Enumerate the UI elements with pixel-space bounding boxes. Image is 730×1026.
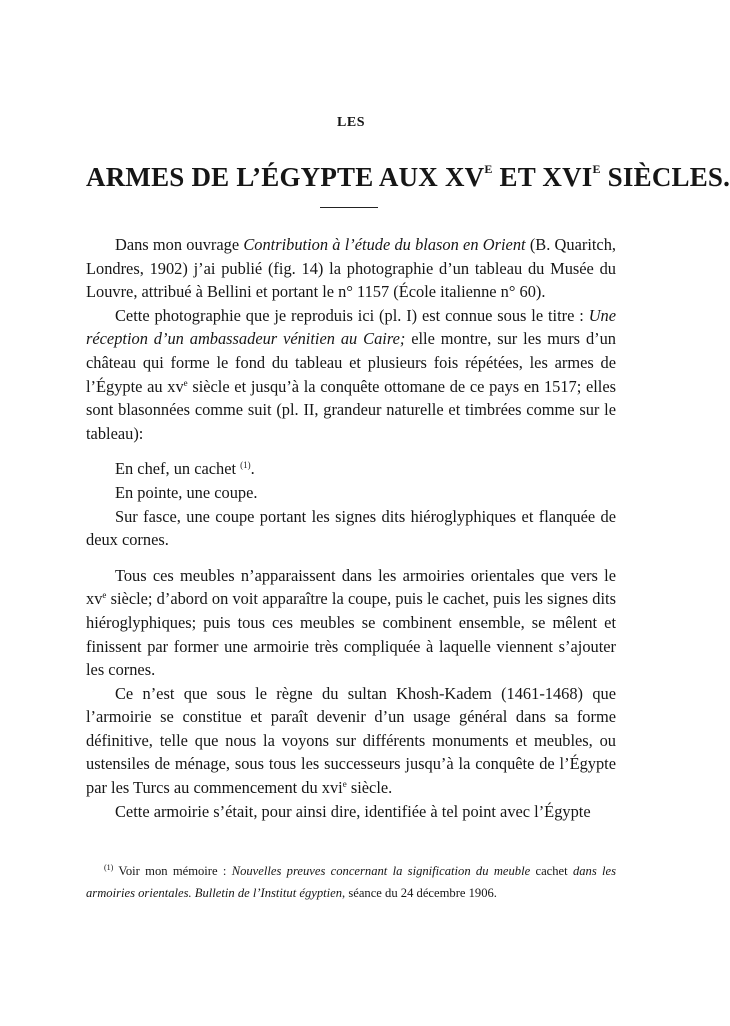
p6-text-a: Tous ces meubles n’apparaissent dans les armoiries orientales que vers le xv <box>86 565 616 609</box>
paragraph-1 <box>86 233 616 304</box>
title-part-3: SIÈCLES. <box>600 162 730 192</box>
footnotes <box>86 860 616 904</box>
spacer <box>86 445 616 457</box>
title-superscript-2: E <box>592 162 601 176</box>
body-text <box>86 233 616 823</box>
title-divider <box>320 207 378 208</box>
p2-painting-title: Une réception d’un ambassadeur vénitien au Caire; <box>86 305 616 349</box>
p7-text-a: Ce n’est que sous le règne du sultan Khosh-Kadem (1461-1468) que l’armoirie se constitue et paraît devenir d’un usage général dans sa forme définitive, telle que nous la voyons sur différents monuments et meubles, ou ustensiles de ménage, sous tous les successeurs jusqu’à la conquête de l’Égypte par les Turcs au commencement du xvi <box>86 683 616 798</box>
p2-text-e: siècle et jusqu’à la conquête ottomane de ce pays en 1517; elles sont blasonnées comme suit (pl. II, grandeur naturelle et timbrées comme sur le tableau): <box>86 376 617 443</box>
footnote-text-c: cachet <box>530 864 573 878</box>
article-title <box>86 149 730 197</box>
footnote-title-b: dans les armoiries orientales. Bulletin de l’Institut égyptien <box>86 864 617 900</box>
p6-text-c: siècle; d’abord on voit apparaître la coupe, puis le cachet, puis les signes dits hiéroglyphiques; puis tous ces meubles se combinent ensemble, se mêlent et finissent par former une armoirie très compliquée à laquelle viennent s’ajouter les cornes. <box>86 589 616 680</box>
paragraph-8: Cette armoirie s’était, pour ainsi dire, identifiée à tel point avec l’Égypte <box>115 801 591 821</box>
p1-text-c: (B. Quaritch, Londres, 1902) j’ai publié (fig. 14) la photographie d’un tableau du Musée du Louvre, attribué à Bellini et portant le n° 1157 (École italienne n° 60). <box>86 235 616 302</box>
p7-superscript: e <box>342 779 347 790</box>
p1-book-title: Contribution à l’étude du blason en Orient <box>243 235 526 254</box>
paragraph-7 <box>86 682 616 800</box>
paragraph-3 <box>86 457 616 481</box>
p6-superscript: e <box>102 590 107 601</box>
title-part-2: ET XVI <box>492 162 593 192</box>
p2-superscript: e <box>183 377 188 388</box>
paragraph-2 <box>86 304 616 446</box>
p2-text-c: elle montre, sur les murs d’un château qui forme le fond du tableau et plusieurs fois répétées, les armes de l’Égypte au xv <box>86 329 616 396</box>
p2-text-a: Cette photographie que je reproduis ici (pl. I) est connue sous le titre : <box>115 305 589 325</box>
footnote-marker: (1) <box>104 863 114 872</box>
footnote-ref[interactable]: (1) <box>240 460 251 471</box>
p1-text-a: Dans mon ouvrage <box>115 235 244 254</box>
paragraph-6 <box>86 564 616 682</box>
article-kicker: LES <box>337 115 365 130</box>
paragraph-5: Sur fasce, une coupe portant les signes dits hiéroglyphiques et flanquée de deux cornes. <box>86 506 616 550</box>
p3-text: En chef, un cachet <box>115 459 241 479</box>
paragraph-4: En pointe, une coupe. <box>115 482 258 502</box>
footnote-title-a: Nouvelles preuves concernant la signification du meuble <box>231 864 531 878</box>
footnote-text-a: Voir mon mémoire : <box>113 864 232 878</box>
spacer <box>86 552 616 564</box>
title-superscript-1: E <box>484 162 493 176</box>
footnote-1 <box>86 860 616 904</box>
footnote-text-e: , séance du 24 décembre 1906. <box>342 886 497 900</box>
p3-period: . <box>250 459 255 479</box>
title-part-1: ARMES DE L’ÉGYPTE AUX XV <box>86 162 485 192</box>
p7-text-c: siècle. <box>346 778 393 798</box>
